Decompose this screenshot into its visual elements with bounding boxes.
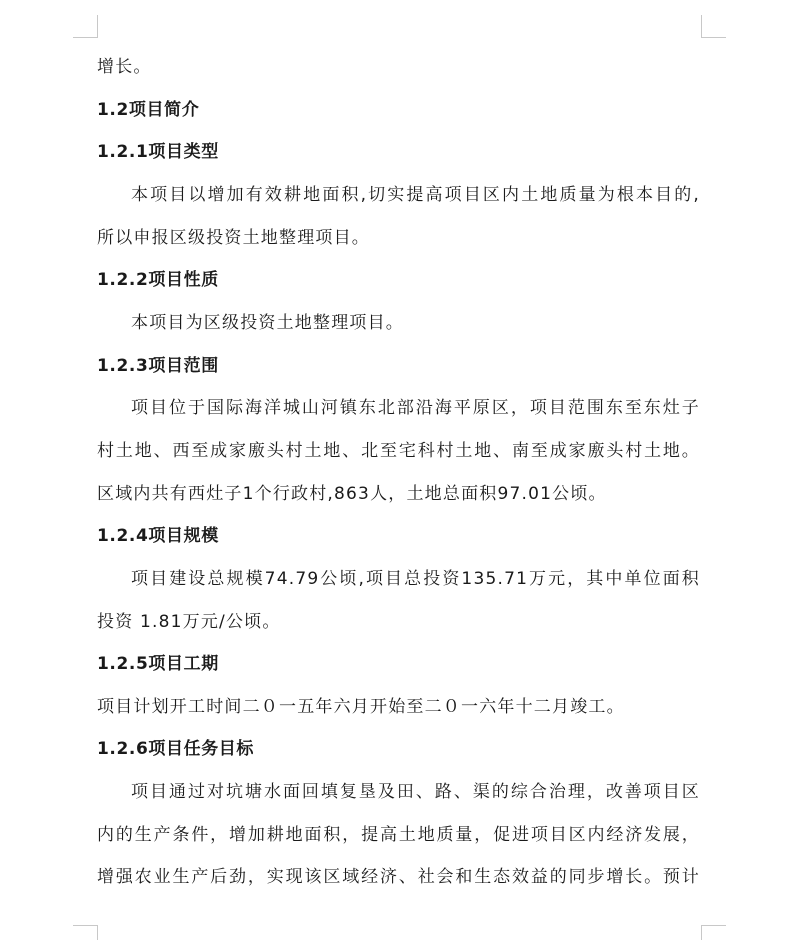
subsection-heading: 1.2.5项目工期 (97, 654, 219, 674)
crop-mark-bottom-right (701, 925, 726, 940)
subsection-heading: 1.2.4项目规模 (97, 526, 219, 546)
subsection-heading: 1.2.3项目范围 (97, 356, 219, 376)
paragraph-line: 内的生产条件，增加耕地面积，提高土地质量，促进项目区内经济发展， (97, 825, 700, 845)
paragraph-line: 项目通过对坑塘水面回填复垦及田、路、渠的综合治理，改善项目区 (131, 782, 700, 802)
paragraph-line: 项目建设总规模74.79公顷,项目总投资135.71万元，其中单位面积 (131, 569, 700, 589)
subsection-heading: 1.2.2项目性质 (97, 270, 219, 290)
paragraph-line: 村土地、西至成家廒头村土地、北至宅科村土地、南至成家廒头村土地。 (97, 441, 700, 461)
subsection-heading: 1.2.6项目任务目标 (97, 739, 255, 759)
paragraph-line: 本项目以增加有效耕地面积,切实提高项目区内土地质量为根本目的, (131, 185, 700, 205)
paragraph-line: 区域内共有西灶子1个行政村,863人，土地总面积97.01公顷。 (97, 484, 607, 504)
paragraph-line: 投资 1.81万元/公顷。 (97, 612, 281, 632)
paragraph-line: 项目位于国际海洋城山河镇东北部沿海平原区，项目范围东至东灶子 (131, 398, 700, 418)
paragraph-line: 所以申报区级投资土地整理项目。 (97, 228, 370, 248)
subsection-heading: 1.2.1项目类型 (97, 142, 219, 162)
crop-mark-top-left (73, 15, 98, 38)
paragraph-line: 项目计划开工时间二０一五年六月开始至二０一六年十二月竣工。 (97, 697, 625, 717)
section-heading: 1.2项目简介 (97, 100, 200, 120)
paragraph-line: 本项目为区级投资土地整理项目。 (131, 313, 404, 333)
crop-mark-top-right (701, 15, 726, 38)
paragraph-line: 增长。 (97, 57, 152, 77)
paragraph-line: 增强农业生产后劲，实现该区域经济、社会和生态效益的同步增长。预计 (97, 867, 700, 887)
crop-mark-bottom-left (73, 925, 98, 940)
